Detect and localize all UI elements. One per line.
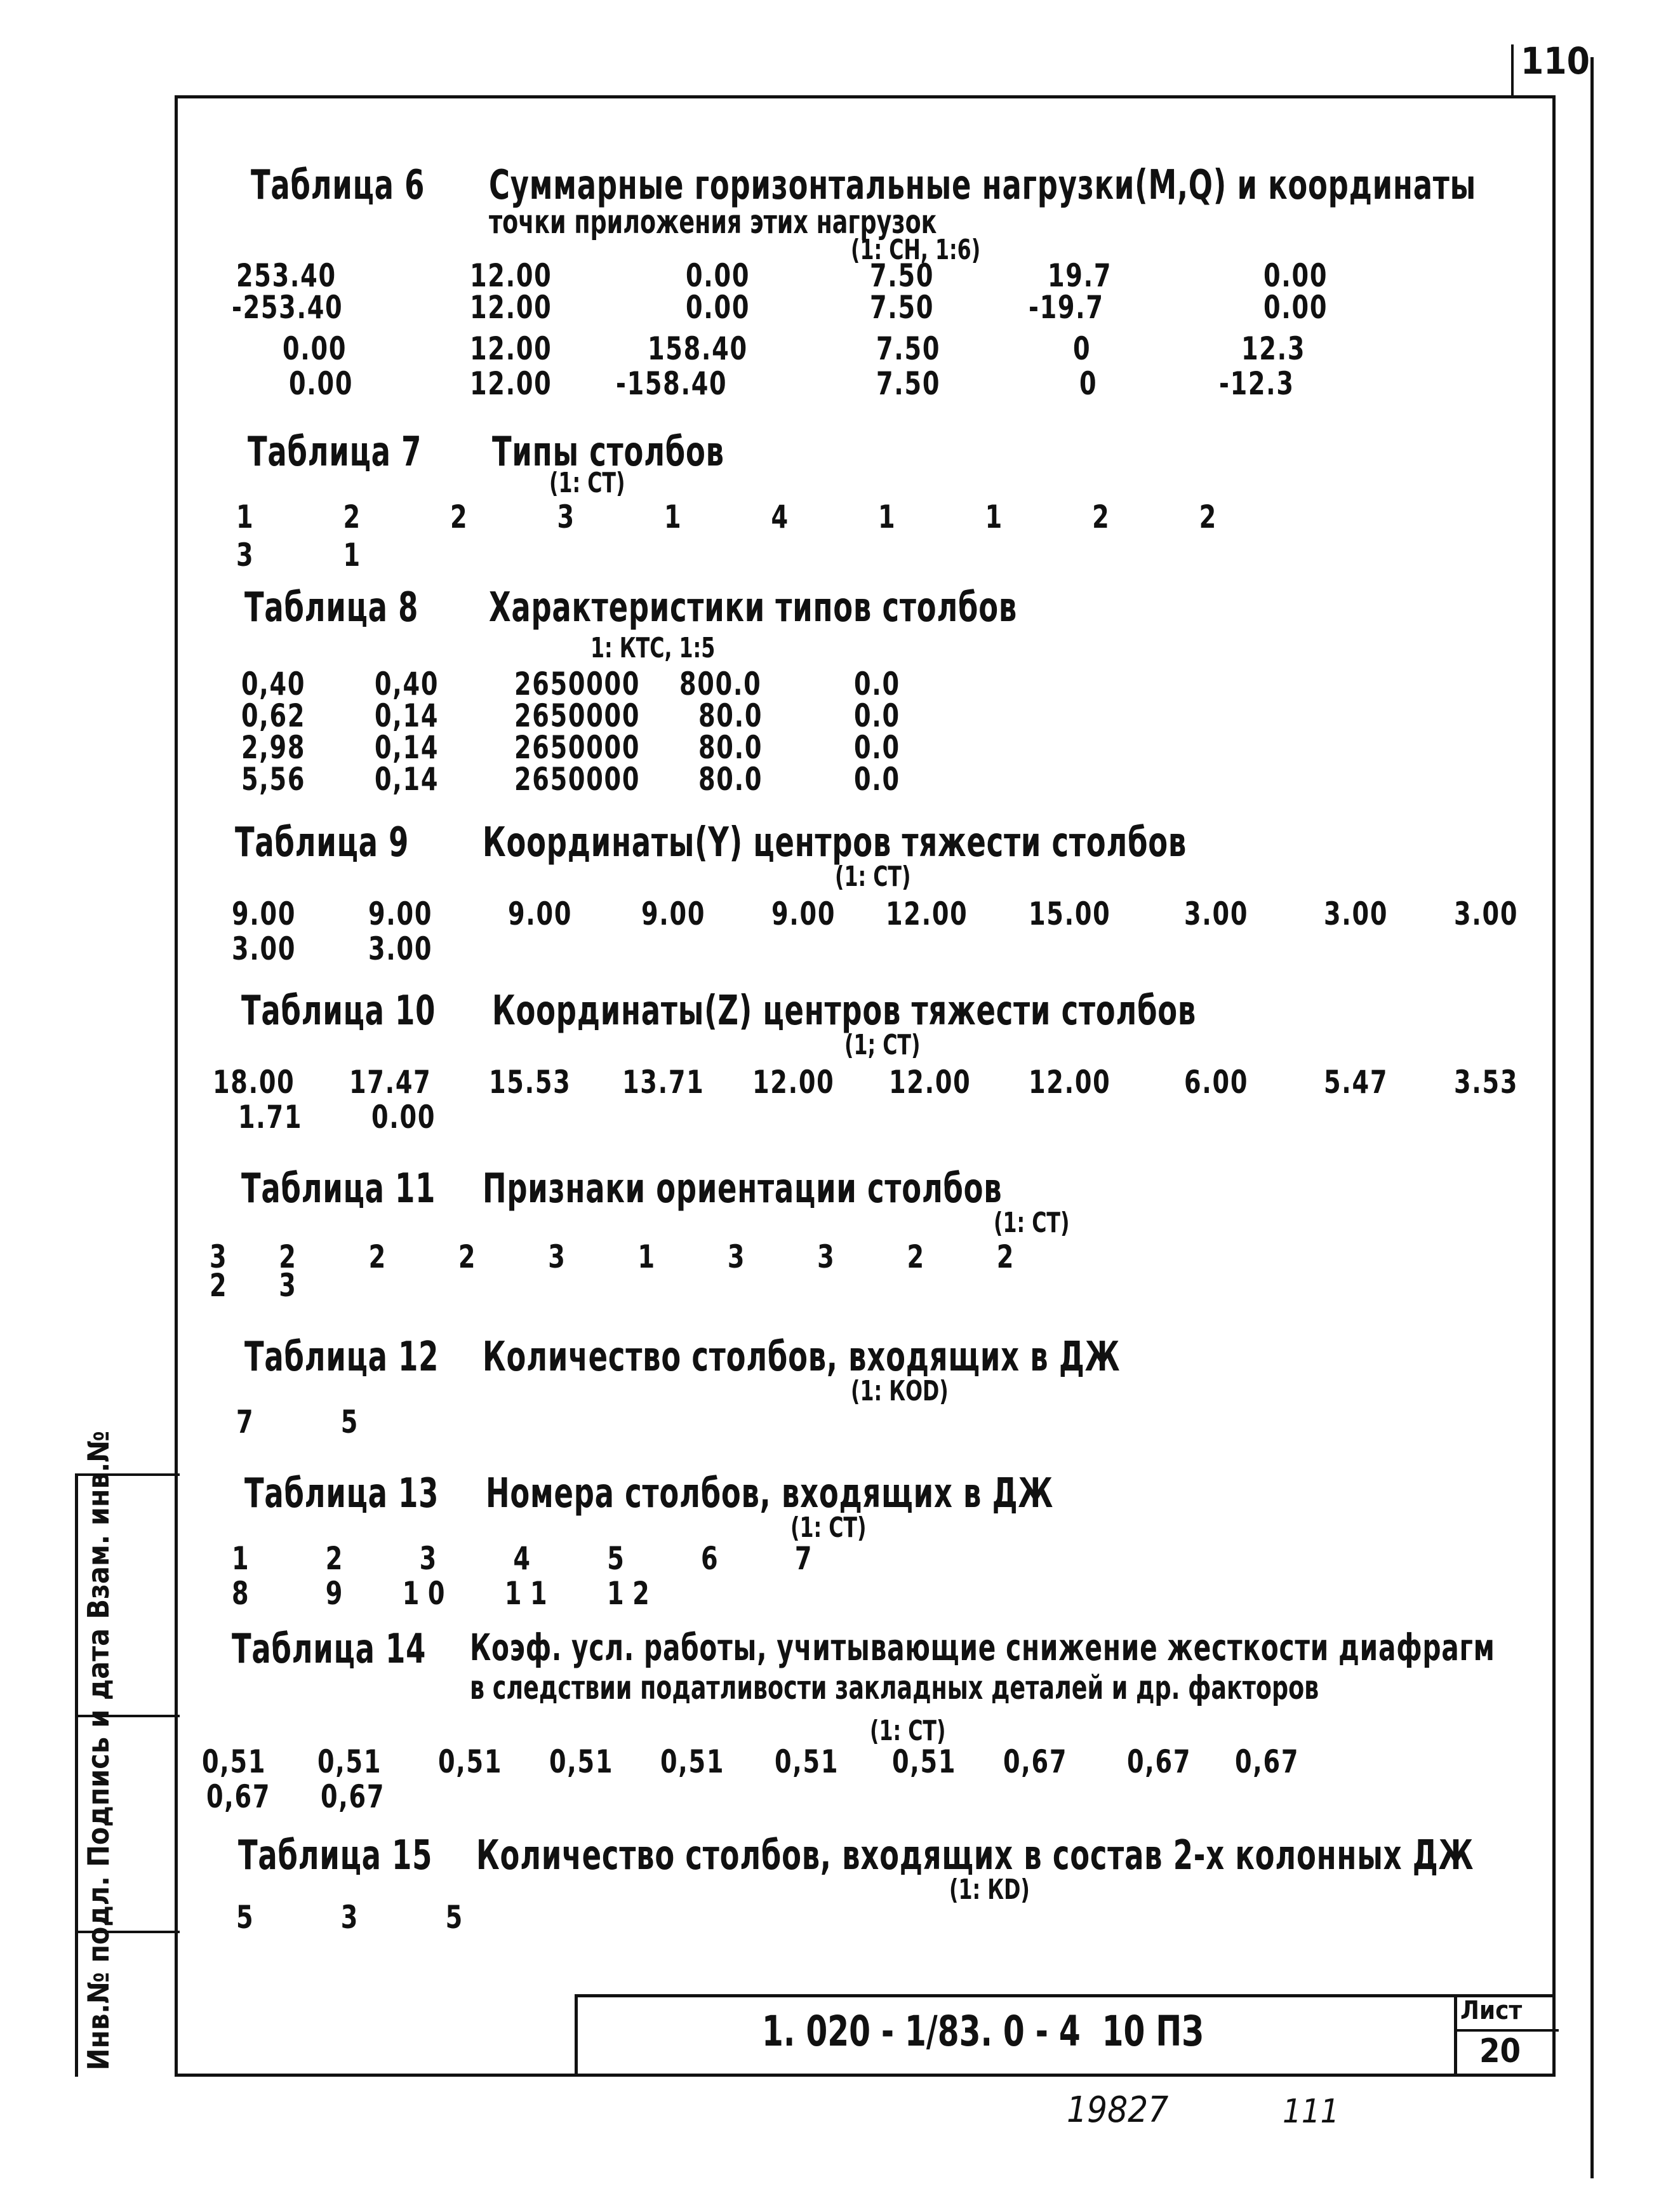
t14-v7: 0,51 (892, 1743, 957, 1780)
t14-v1: 0,51 (202, 1743, 267, 1780)
page-number: 110 (1521, 39, 1590, 83)
t10-v7: 12.00 (1029, 1064, 1111, 1101)
t6-r2c6: 0.00 (1263, 289, 1328, 326)
t8-r2c1: 0,62 (241, 697, 306, 734)
t6-r4c2: 12.00 (470, 365, 552, 402)
table13-code: (1: СТ) (790, 1512, 867, 1544)
table8-code: 1: КТС, 1:5 (590, 632, 716, 664)
t9-v12: 3.00 (368, 930, 433, 967)
table15-label: Таблица 15 (238, 1832, 433, 1879)
table6-title-line2: точки приложения этих нагрузок (489, 203, 937, 241)
t8-r4c3: 2650000 (514, 761, 641, 798)
t6-r2c5: -19.7 (1029, 289, 1104, 326)
table13-line1: 1 2 3 4 5 6 7 (232, 1540, 821, 1577)
t8-r3c1: 2,98 (241, 729, 306, 766)
table10-label: Таблица 10 (241, 988, 436, 1035)
t6-r1c3: 0.00 (686, 257, 750, 294)
t14-v2: 0,51 (317, 1743, 382, 1780)
t9-v10: 3.00 (1454, 895, 1519, 932)
table13-label: Таблица 13 (244, 1470, 439, 1517)
t8-r1c1: 0,40 (241, 666, 306, 702)
t9-v7: 15.00 (1029, 895, 1111, 932)
table11-title: Признаки ориентации столбов (483, 1165, 1003, 1212)
table14-title-line1: Коэф. усл. работы, учитывающие снижение жесткости диафрагм (470, 1626, 1495, 1669)
table12-code: (1: КОD) (851, 1375, 949, 1407)
document-designation: 1. 020 - 1/83. 0 - 4 10 ПЗ (762, 2007, 1204, 2056)
t8-r4c1: 5,56 (241, 761, 306, 798)
right-border-line (1590, 57, 1594, 2178)
table11-label: Таблица 11 (241, 1165, 436, 1212)
table8-label: Таблица 8 (244, 584, 419, 631)
t9-v11: 3.00 (232, 930, 297, 967)
t9-v1: 9.00 (232, 895, 297, 932)
t10-v12: 0.00 (371, 1099, 436, 1136)
table7-title: Типы столбов (492, 429, 724, 476)
t10-v5: 12.00 (752, 1064, 835, 1101)
t9-v2: 9.00 (368, 895, 433, 932)
t8-r3c2: 0,14 (375, 729, 439, 766)
t10-v6: 12.00 (889, 1064, 971, 1101)
sheet-label: Лист (1460, 1996, 1523, 2025)
t14-v5: 0,51 (660, 1743, 725, 1780)
t6-r4c4: 7.50 (876, 365, 941, 402)
t14-v10: 0,67 (1235, 1743, 1300, 1780)
t10-v11: 1.71 (238, 1099, 303, 1136)
t8-r1c2: 0,40 (375, 666, 439, 702)
table9-label: Таблица 9 (235, 819, 410, 866)
t8-r4c5: 0.0 (854, 761, 900, 798)
t6-r1c2: 12.00 (470, 257, 552, 294)
t8-r2c3: 2650000 (514, 697, 641, 734)
t6-r3c4: 7.50 (876, 330, 941, 367)
table7-line1: 1 2 2 3 1 4 1 1 2 2 (236, 499, 1232, 535)
t6-r2c2: 12.00 (470, 289, 552, 326)
t6-r2c4: 7.50 (870, 289, 935, 326)
t6-r2c1: -253.40 (232, 289, 343, 326)
table14-label: Таблица 14 (232, 1626, 427, 1673)
t8-r2c2: 0,14 (375, 697, 439, 734)
t14-v9: 0,67 (1127, 1743, 1192, 1780)
table14-title-line2: в следствии податливости закладных деталей и др. факторов (470, 1669, 1319, 1707)
table15-title: Количество столбов, входящих в состав 2-х колонных ДЖ (476, 1832, 1474, 1879)
t6-r4c6: -12.3 (1219, 365, 1295, 402)
t6-r4c1: 0.00 (289, 365, 354, 402)
table12-label: Таблица 12 (244, 1334, 439, 1381)
t9-v3: 9.00 (508, 895, 573, 932)
t6-r3c6: 12.3 (1241, 330, 1306, 367)
table14-code: (1: СТ) (870, 1715, 946, 1747)
t6-r1c1: 253.40 (236, 257, 337, 294)
table8-title: Характеристики типов столбов (489, 584, 1018, 631)
t8-r1c3: 2650000 (514, 666, 641, 702)
table15-line1: 5 3 5 (236, 1899, 474, 1936)
table7-code: (1: СТ) (549, 467, 625, 499)
table6-label: Таблица 6 (251, 162, 425, 209)
t8-r3c4: 80.0 (698, 729, 763, 766)
t6-r4c5: 0 (1079, 365, 1098, 402)
t10-v4: 13.71 (622, 1064, 705, 1101)
footer-number-left: 19827 (1067, 2089, 1169, 2131)
table15-code: (1: КD) (949, 1873, 1030, 1906)
t8-r2c5: 0.0 (854, 697, 900, 734)
t9-v8: 3.00 (1184, 895, 1249, 932)
side-stamp-text: Инв.№ подл. Подпись и дата Взам. инв.№ (81, 1430, 116, 2070)
t8-r3c3: 2650000 (514, 729, 641, 766)
t14-v11: 0,67 (206, 1778, 271, 1815)
t6-r1c5: 19.7 (1048, 257, 1112, 294)
table12-title: Количество столбов, входящих в ДЖ (483, 1334, 1121, 1381)
table11-line2: 2 3 (210, 1267, 308, 1304)
t10-v9: 5.47 (1324, 1064, 1389, 1101)
t6-r1c4: 7.50 (870, 257, 935, 294)
t6-r3c2: 12.00 (470, 330, 552, 367)
t6-r3c1: 0.00 (283, 330, 347, 367)
footer-number-right: 111 (1283, 2093, 1340, 2131)
table10-code: (1; СТ) (844, 1029, 921, 1061)
t14-v3: 0,51 (438, 1743, 503, 1780)
table9-title: Координаты(Y) центров тяжести столбов (483, 819, 1187, 866)
t14-v8: 0,67 (1003, 1743, 1068, 1780)
t10-v10: 3.53 (1454, 1064, 1519, 1101)
table7-line2: 3 1 (236, 537, 377, 573)
t8-r4c4: 80.0 (698, 761, 763, 798)
sheet-number: 20 (1479, 2032, 1521, 2070)
table9-code: (1: СТ) (835, 861, 911, 893)
t8-r1c4: 800.0 (679, 666, 762, 702)
t8-r1c5: 0.0 (854, 666, 900, 702)
t14-v12: 0,67 (321, 1778, 385, 1815)
t10-v8: 6.00 (1184, 1064, 1249, 1101)
t6-r3c3: 158.40 (648, 330, 748, 367)
table6-title-line1: Суммарные горизонтальные нагрузки(M,Q) и координаты (489, 162, 1476, 209)
table6-code: (1: СН, 1:6) (851, 234, 981, 266)
sheet-cell-divider (1457, 2029, 1559, 2032)
t10-v3: 15.53 (489, 1064, 571, 1101)
table13-line2: 8 9 10 11 12 (232, 1575, 658, 1612)
t6-r4c3: -158.40 (616, 365, 728, 402)
t10-v2: 17.47 (349, 1064, 432, 1101)
table11-code: (1: СТ) (994, 1207, 1070, 1239)
t6-r3c5: 0 (1073, 330, 1091, 367)
t9-v5: 9.00 (771, 895, 836, 932)
page-number-divider (1511, 44, 1514, 95)
t8-r3c5: 0.0 (854, 729, 900, 766)
t10-v1: 18.00 (213, 1064, 295, 1101)
t8-r2c4: 80.0 (698, 697, 763, 734)
t14-v4: 0,51 (549, 1743, 614, 1780)
table13-title: Номера столбов, входящих в ДЖ (486, 1470, 1054, 1517)
table10-title: Координаты(Z) центров тяжести столбов (492, 988, 1197, 1035)
table12-line1: 7 5 (236, 1404, 369, 1440)
t9-v9: 3.00 (1324, 895, 1389, 932)
t8-r4c2: 0,14 (375, 761, 439, 798)
t6-r1c6: 0.00 (1263, 257, 1328, 294)
t14-v6: 0,51 (775, 1743, 839, 1780)
t6-r2c3: 0.00 (686, 289, 750, 326)
table7-label: Таблица 7 (248, 429, 422, 476)
t9-v6: 12.00 (886, 895, 968, 932)
table11-line1: 3 2 2 2 3 1 3 3 2 2 (210, 1238, 1026, 1275)
t9-v4: 9.00 (641, 895, 706, 932)
